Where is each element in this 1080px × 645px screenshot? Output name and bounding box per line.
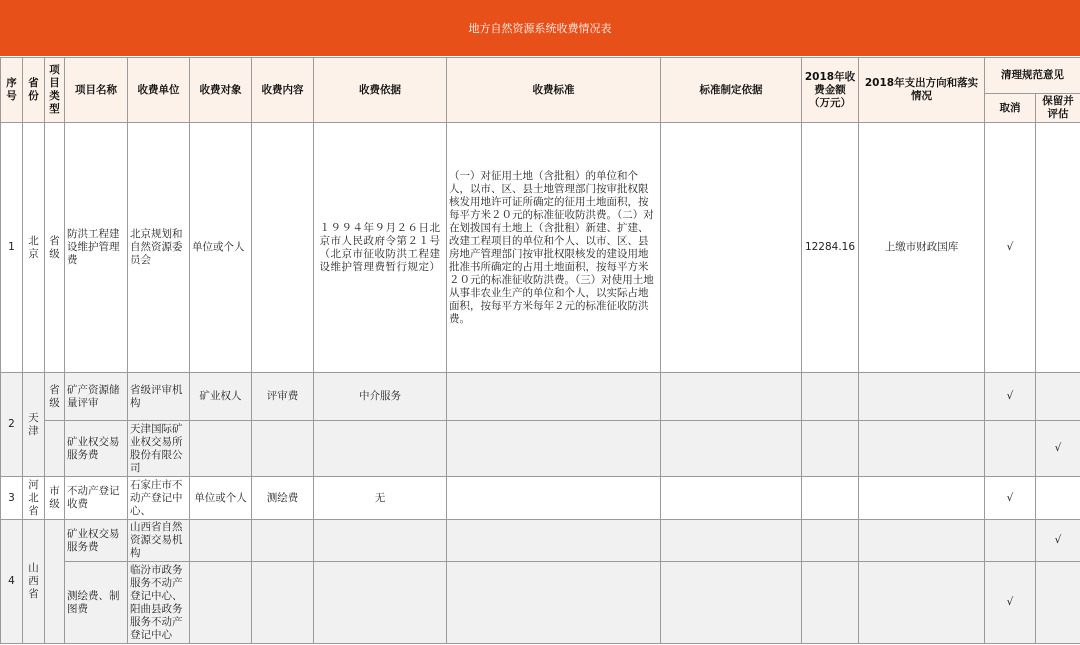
cell-target: 单位或个人 [190, 477, 252, 520]
cell-unit: 省级评审机构 [128, 373, 190, 421]
cell-basis [314, 520, 447, 562]
cell-standard: （一）对征用土地（含批租）的单位和个人，以市、区、县土地管理部门按审批权限核发用地许可证所确定的征用土地面积，按每平方米２０元的标准征收防洪费。（二）对在划拨国有土地上（含批租）新建、扩建、改建工程项目的单位和个人、以市、区、县房地产管理部门按审批权限核发的建设用地批准书所确定的占用土地面积，按每平方米２０元的标准征收防洪费。（三）对使用土地从事非农业生产的单位和个人，以实际占地面积，按每平方米每年２元的标准征收防洪费。 [447, 123, 661, 373]
cell-province: 天津 [23, 373, 45, 477]
header-target: 收费对象 [190, 58, 252, 123]
cell-standard [447, 421, 661, 477]
header-content: 收费内容 [252, 58, 314, 123]
cell-std-basis [661, 123, 802, 373]
cell-name: 测绘费、制图费 [65, 562, 128, 644]
header-cancel: 取消 [985, 94, 1036, 123]
cell-spend [859, 421, 985, 477]
header-spend: 2018年支出方向和落实情况 [859, 58, 985, 123]
cell-target: 单位或个人 [190, 123, 252, 373]
cell-basis [314, 421, 447, 477]
header-province: 省份 [23, 58, 45, 123]
cell-cancel: √ [985, 123, 1036, 373]
cell-standard [447, 373, 661, 421]
header-seq: 序号 [1, 58, 23, 123]
cell-seq: 1 [1, 123, 23, 373]
cell-standard [447, 477, 661, 520]
cell-std-basis [661, 562, 802, 644]
cell-cancel: √ [985, 477, 1036, 520]
header-item-type: 项目类型 [45, 58, 65, 123]
cell-amount [802, 373, 859, 421]
cell-spend [859, 520, 985, 562]
cell-content [252, 520, 314, 562]
cell-content [252, 421, 314, 477]
cell-keep [1036, 562, 1080, 644]
cell-type [45, 421, 65, 477]
cell-spend: 上缴市财政国库 [859, 123, 985, 373]
cell-name: 矿业权交易服务费 [65, 421, 128, 477]
cell-std-basis [661, 477, 802, 520]
cell-basis: １９９４年９月２６日北京市人民政府令第２１号（北京市征收防洪工程建设维护管理费暂行规定） [314, 123, 447, 373]
table-row [1, 373, 1080, 421]
cell-basis [314, 562, 447, 644]
cell-seq: 2 [1, 373, 23, 477]
cell-standard [447, 520, 661, 562]
cell-target [190, 421, 252, 477]
cell-keep: √ [1036, 421, 1080, 477]
header-basis: 收费依据 [314, 58, 447, 123]
table-row [1, 520, 1080, 562]
cell-spend [859, 373, 985, 421]
cell-province: 山西省 [23, 520, 45, 644]
header-row [1, 58, 1080, 94]
cell-province: 北京 [23, 123, 45, 373]
cell-cancel [985, 520, 1036, 562]
cell-amount [802, 421, 859, 477]
cell-province: 河北省 [23, 477, 45, 520]
cell-amount: 12284.16 [802, 123, 859, 373]
cell-name: 矿业权交易服务费 [65, 520, 128, 562]
cell-amount [802, 520, 859, 562]
cell-content: 测绘费 [252, 477, 314, 520]
cell-target: 矿业权人 [190, 373, 252, 421]
cell-content [252, 123, 314, 373]
cell-type: 省级 [45, 373, 65, 421]
cell-amount [802, 562, 859, 644]
cell-content: 评审费 [252, 373, 314, 421]
cell-amount [802, 477, 859, 520]
header-keep: 保留并评估 [1036, 94, 1080, 123]
header-standard: 收费标准 [447, 58, 661, 123]
cell-unit: 天津国际矿业权交易所股份有限公司 [128, 421, 190, 477]
cell-basis: 中介服务 [314, 373, 447, 421]
header-amount: 2018年收费金额（万元） [802, 58, 859, 123]
cell-cancel: √ [985, 373, 1036, 421]
cell-keep [1036, 123, 1080, 373]
cell-basis: 无 [314, 477, 447, 520]
table-row [1, 477, 1080, 520]
cell-keep: √ [1036, 520, 1080, 562]
fee-table [0, 57, 1080, 644]
cell-spend [859, 477, 985, 520]
table-row [1, 562, 1080, 644]
cell-unit: 石家庄市不动产登记中心、 [128, 477, 190, 520]
cell-unit: 北京规划和自然资源委员会 [128, 123, 190, 373]
cell-type [45, 520, 65, 644]
cell-standard [447, 562, 661, 644]
cell-target [190, 520, 252, 562]
cell-content [252, 562, 314, 644]
cell-keep [1036, 477, 1080, 520]
cell-type: 省级 [45, 123, 65, 373]
cell-target [190, 562, 252, 644]
cell-name: 矿产资源储量评审 [65, 373, 128, 421]
cell-seq: 4 [1, 520, 23, 644]
cell-name: 不动产登记收费 [65, 477, 128, 520]
cell-unit: 山西省自然资源交易机构 [128, 520, 190, 562]
header-unit: 收费单位 [128, 58, 190, 123]
header-std-basis: 标准制定依据 [661, 58, 802, 123]
cell-type: 市级 [45, 477, 65, 520]
cell-unit: 临汾市政务服务不动产登记中心、阳曲县政务服务不动产登记中心 [128, 562, 190, 644]
cell-seq: 3 [1, 477, 23, 520]
table-title: 地方自然资源系统收费情况表 [0, 0, 1080, 56]
table-row [1, 123, 1080, 373]
cell-cancel [985, 421, 1036, 477]
header-item-name: 项目名称 [65, 58, 128, 123]
header-cleanup: 清理规范意见 [985, 58, 1080, 94]
cell-spend [859, 562, 985, 644]
cell-std-basis [661, 421, 802, 477]
cell-std-basis [661, 373, 802, 421]
table-row [1, 421, 1080, 477]
cell-keep [1036, 373, 1080, 421]
cell-cancel: √ [985, 562, 1036, 644]
cell-name: 防洪工程建设维护管理费 [65, 123, 128, 373]
cell-std-basis [661, 520, 802, 562]
